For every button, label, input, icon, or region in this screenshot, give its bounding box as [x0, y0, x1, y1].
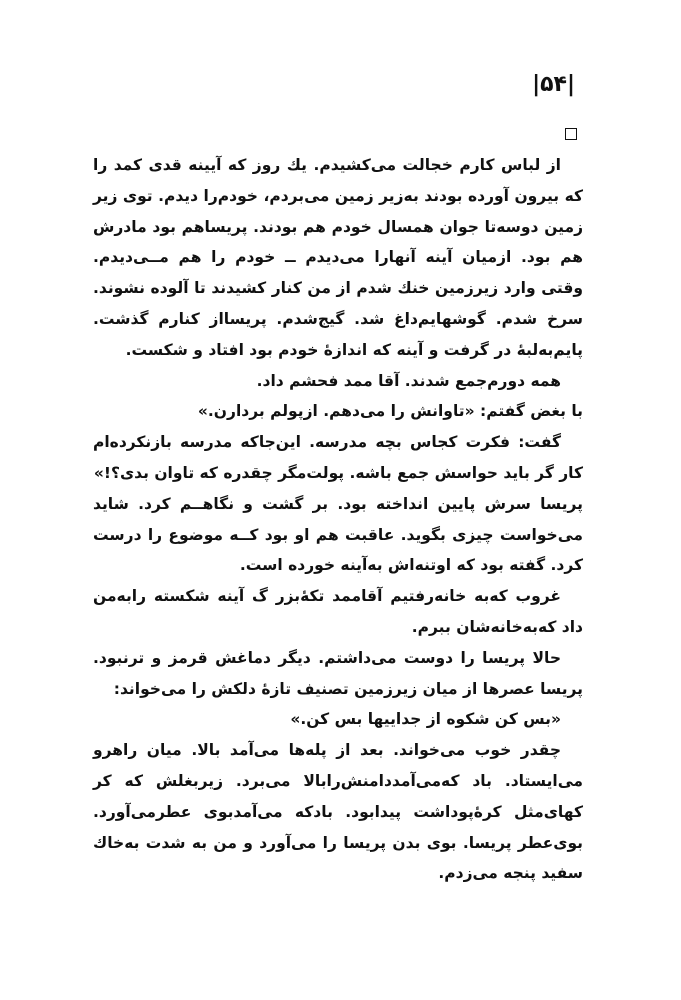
paragraph: با بغض گفتم: «تاوانش را می‌دهم. ازپولم بردارن.»: [197, 402, 583, 421]
section-marker-square: [565, 128, 577, 140]
paragraph: گفت: فکرت کجاس بچه مدرسه. این‌جاکه مدرسه بازنکرده‌ام کار گر باید حواسش جمع باشه. پولت‌مگر چقدره که تاوان بدی؟!»: [93, 433, 583, 482]
body-text: [93, 150, 583, 889]
paragraph: از لباس کارم خجالت می‌کشیدم. یك روز که آیینه قدی کمد را که بیرون آورده بودند به‌زیر زمین می‌بردم، خودم‌را دیدم. توی زیر زمین دوسه‌تا جوان همسال خودم هم بودند. پریساهم بود مادرش هم بود. ازمیان آینه آنهارا می‌دیدم ــ خودم را هم مــی‌دیدم. وقتی وارد زیرزمین خنك شدم از من کنار کشیدند تا آلوده نشوند. سرخ شدم. گوشهایم‌داغ شد. گیج‌شدم. پریسااز کنارم گذشت. پایم‌به‌لبهٔ در گرفت و آینه که اندازهٔ خودم بود افتاد و شکست.: [93, 156, 583, 359]
paragraph: حالا پریسا را دوست می‌داشتم. دیگر دماغش قرمز و ترنبود. پریسا عصرها از میان زیرزمین تصنیف تازهٔ دلکش را می‌خواند:: [93, 648, 583, 698]
page-number: |۵۴|: [532, 72, 575, 97]
paragraph: همه دورم‌جمع شدند. آقا ممد فحشم داد.: [256, 371, 561, 390]
paragraph: چقدر خوب می‌خواند. بعد از پله‌ها می‌آمد بالا. میان راهرو می‌ایستاد. باد که‌می‌آمددامنش‌رابالا می‌برد. زیربغلش که کر کهای‌مثل کرهٔ‌پوداشت پیدابود. بادکه می‌آمدبوی عطرمی‌آورد. بوی‌عطر پریسا. بوی بدن پریسا را می‌آورد و من به شدت به‌خاك سفید پنجه می‌زدم.: [93, 741, 583, 883]
paragraph: «بس کن شکوه از جداییها بس کن.»: [290, 710, 561, 729]
paragraph: غروب که‌به خانه‌رفتیم آقاممد تکهٔ‌بزر گ آینه شکسته رابه‌من داد که‌به‌خانه‌شان ببرم.: [93, 587, 583, 636]
paragraph: پریسا سرش پایین انداخته بود. بر گشت و نگاهــم کرد. شاید می‌خواست چیزی بگوید. عاقبت هم او بود کــه موضوع را درست کرد. گفته بود که اوتنه‌اش به‌آینه خورده است.: [93, 494, 583, 575]
